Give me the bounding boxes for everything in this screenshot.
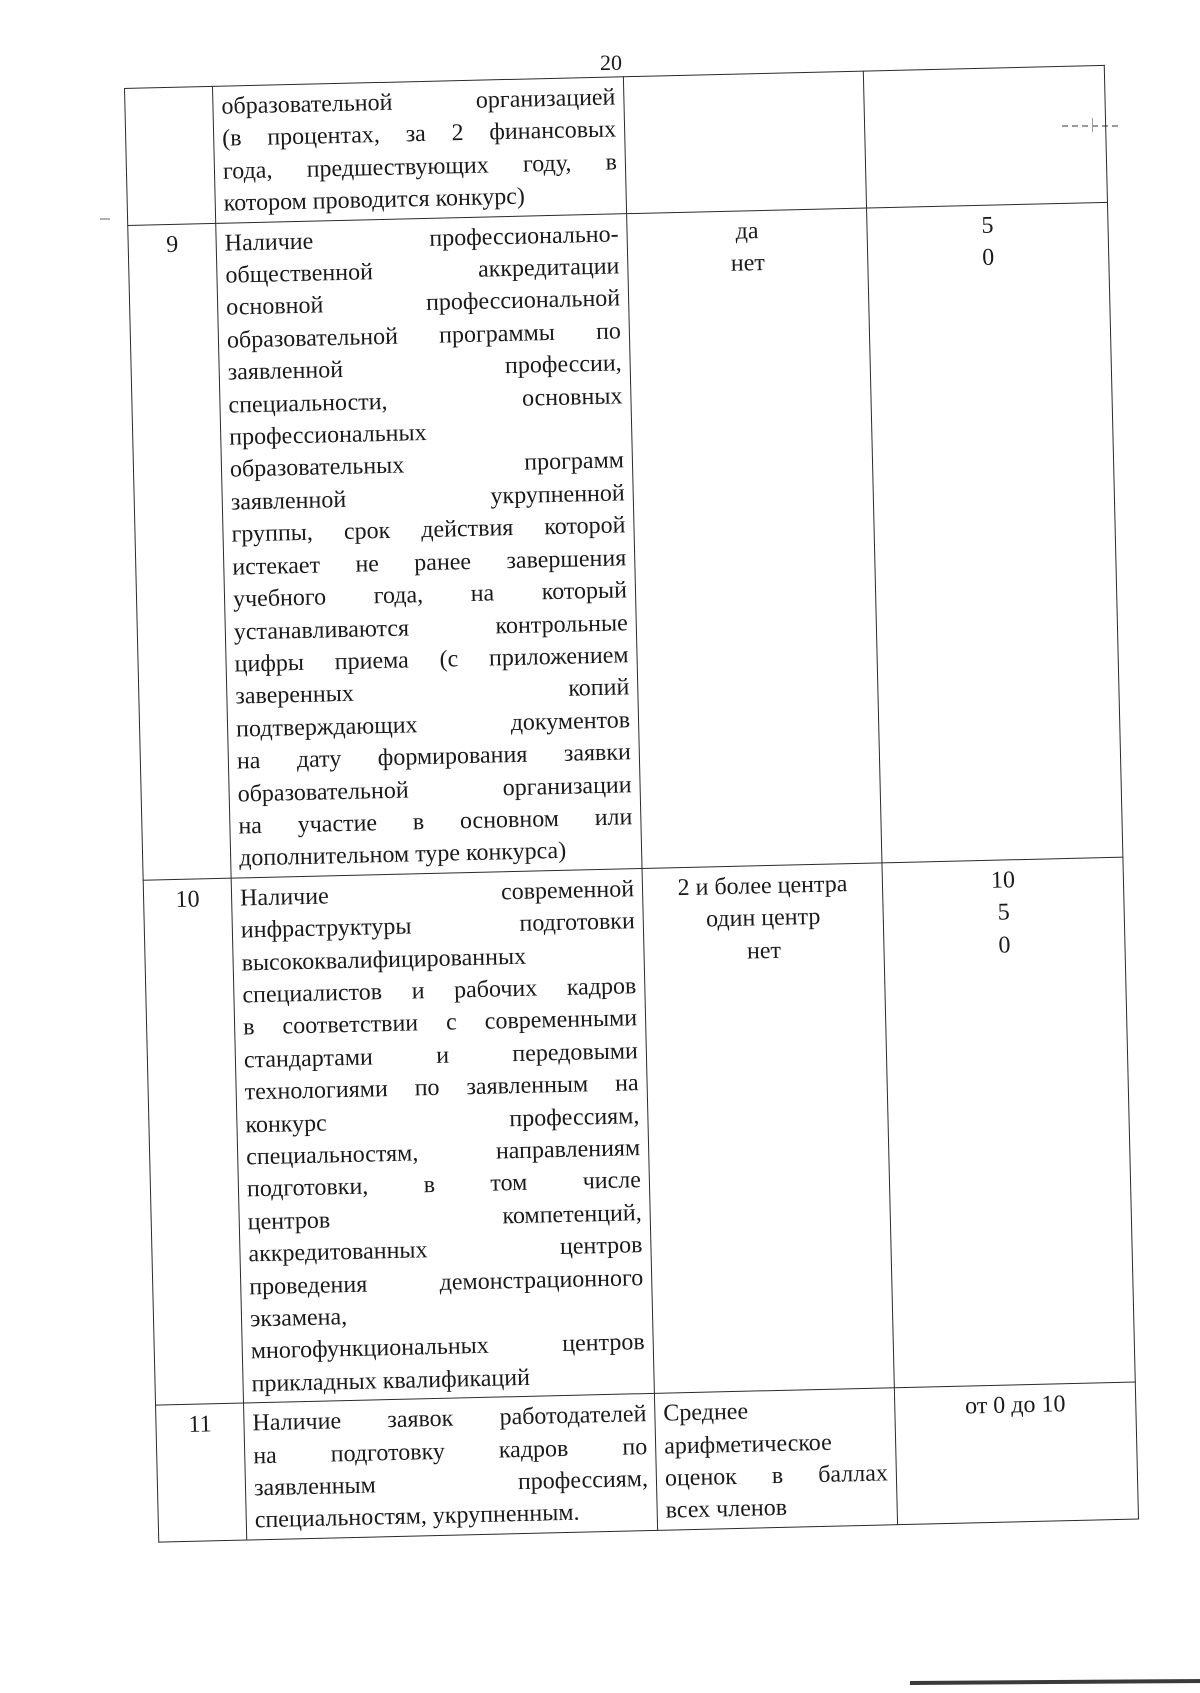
value-cell [623, 71, 866, 213]
criterion-line: Наличие профессионально- [224, 221, 619, 257]
table-row [128, 202, 1123, 880]
criterion-cell [212, 77, 626, 223]
criterion-line: заверенных копий [235, 674, 630, 710]
criterion-line: истекает не ранее завершения [232, 544, 627, 581]
criterion-line: устанавливаются контрольные [233, 609, 629, 646]
criterion-line: подготовки, в том числе [246, 1167, 642, 1203]
points-cell [894, 1382, 1138, 1524]
row-number [125, 86, 216, 225]
value-cell [627, 208, 882, 869]
value-line: Среднее [663, 1398, 749, 1427]
criterion-line: многофункциональных центров [250, 1329, 646, 1365]
points-line: 10 [990, 866, 1016, 894]
points-cell [863, 65, 1107, 207]
page-number: 20 [600, 50, 622, 75]
criterion-line: экзамена, [249, 1304, 348, 1333]
table-body [125, 65, 1139, 1542]
criteria-table [124, 65, 1139, 1543]
criterion-line: дополнительном туре конкурса) [238, 838, 567, 872]
criterion-line: основной профессиональной [225, 285, 621, 322]
scan-speck [100, 218, 110, 220]
value-line: оценок в баллах [664, 1460, 889, 1492]
criterion-line: инфраструктуры подготовки [240, 908, 636, 944]
criterion-line: заявленной профессии, [227, 350, 622, 386]
criterion-line: в соответствии с современными [242, 1005, 638, 1041]
table-row [143, 857, 1135, 1405]
criterion-line: (в процентах, за 2 финансовых [221, 116, 617, 153]
points-line: 0 [998, 931, 1011, 959]
criterion-line: стандартами и передовыми [243, 1037, 639, 1074]
criterion-cell [244, 1394, 658, 1540]
criterion-line: на участие в основном или [238, 804, 633, 840]
points-line: 5 [981, 212, 994, 239]
criterion-line: образовательной организации [237, 771, 632, 808]
criterion-line: Наличие заявок работодателей [252, 1401, 647, 1437]
criterion-line: конкурс профессиям, [245, 1102, 640, 1139]
points-line: от 0 до 10 [964, 1391, 1066, 1420]
criterion-line: профессиональных [228, 420, 427, 451]
criterion-line: специалистов и рабочих кадров [242, 973, 637, 1009]
criterion-cell [231, 868, 654, 1403]
criterion-line: цифры приема (с приложением [234, 642, 629, 678]
points-cell [882, 857, 1135, 1388]
criterion-line: образовательных программ [229, 447, 625, 484]
value-line: один центр [705, 903, 821, 933]
points-cell [867, 202, 1123, 863]
criterion-line: аккредитованных центров [248, 1232, 643, 1268]
criterion-line: подтверждающих документов [235, 706, 631, 743]
value-cell [642, 863, 894, 1394]
criterion-line: высококвалифицированных [241, 943, 527, 977]
row-number: 11 [156, 1403, 247, 1542]
criterion-line: котором проводится конкурс) [223, 183, 526, 217]
row-number: 9 [128, 223, 231, 880]
value-line: всех членов [665, 1495, 788, 1525]
criterion-line: на подготовку кадров по [252, 1433, 648, 1469]
criterion-line: специальностям, укрупненным. [254, 1500, 580, 1534]
value-line: арифметическое [663, 1429, 832, 1460]
criterion-line: технологиями по заявленным на [244, 1070, 639, 1106]
value-line: нет [730, 249, 766, 277]
table-row [156, 1382, 1139, 1542]
value-line: 2 и более центра [677, 870, 848, 901]
value-cell [654, 1388, 897, 1530]
scan-edge [910, 1679, 1200, 1685]
criterion-line: группы, срок действия которой [231, 512, 626, 548]
value-line: нет [746, 937, 782, 965]
criterion-line: учебного года, на который [232, 577, 628, 613]
criterion-line: заявленным профессиям, [253, 1466, 649, 1502]
points-line: 5 [997, 899, 1010, 926]
criterion-line: прикладных квалификаций [251, 1364, 531, 1398]
criterion-line: проведения демонстрационного [248, 1264, 644, 1301]
criterion-cell [216, 213, 642, 878]
criterion-line: образовательной программы по [226, 318, 622, 354]
criterion-line: на дату формирования заявки [236, 739, 632, 775]
criterion-line: центров компетенций, [247, 1199, 642, 1236]
criterion-line: года, предшествующих году, в [222, 149, 618, 185]
criterion-line: специальностям, направлениям [245, 1135, 641, 1171]
criterion-line: Наличие современной [239, 875, 635, 912]
criterion-line: заявленной укрупненной [230, 480, 625, 516]
value-line: да [735, 217, 759, 245]
table-wrapper [124, 65, 1138, 1543]
criterion-line: образовательной организацией [221, 84, 616, 120]
points-line: 0 [981, 244, 995, 271]
criterion-line: общественной аккредитации [225, 253, 620, 289]
criterion-line: специальности, основных [228, 383, 623, 419]
table-row [125, 65, 1108, 225]
row-number: 10 [143, 878, 243, 1405]
